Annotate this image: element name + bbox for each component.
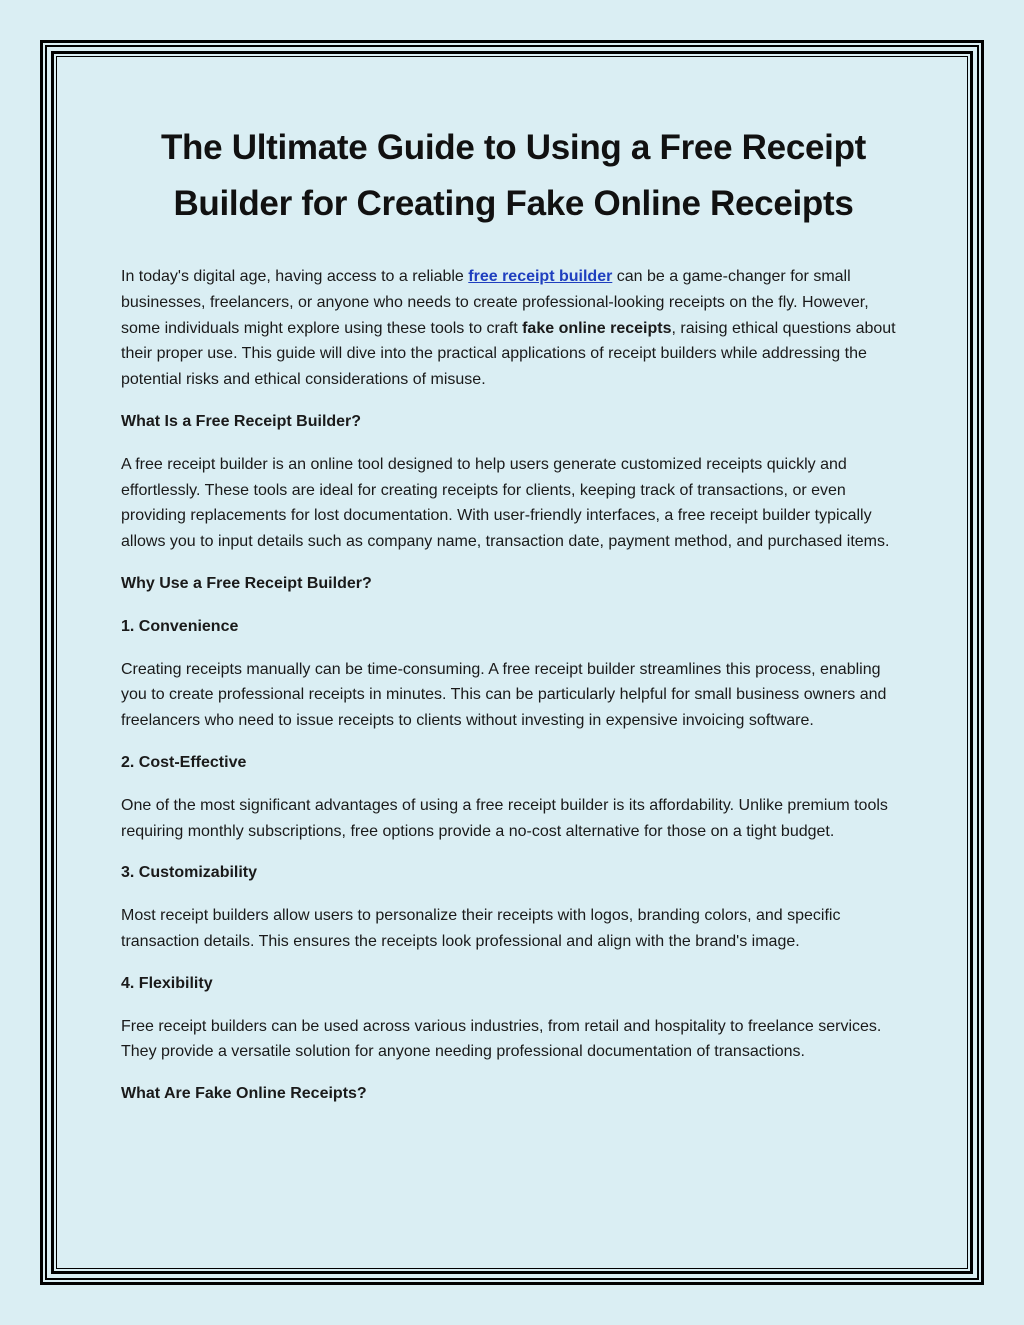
section-heading-fake-receipts: What Are Fake Online Receipts? — [121, 1085, 367, 1103]
intro-paragraph — [121, 264, 906, 393]
section-body-customizability: Most receipt builders allow users to personalize their receipts with logos, branding colors, and specific transaction details. This ensures the receipts look professional and align with the brand's image. — [121, 907, 841, 950]
free-receipt-builder-link[interactable]: free receipt builder — [468, 268, 613, 285]
section-heading-what-is: What Is a Free Receipt Builder? — [121, 412, 362, 430]
intro-text-middle: can be a game-changer for small businesses, freelancers, or anyone who needs to create professional-looking receipts on the fly. However, some individuals might explore using these tools to craft — [121, 268, 869, 337]
section-body-what-is: A free receipt builder is an online tool designed to help users generate customized receipts quickly and effortlessly. These tools are ideal for creating receipts for clients, keeping track of transactions, or even providing replacements for lost documentation. With user-friendly interfaces, a free receipt builder typically allows you to input details such as company name, transaction date, payment method, and purchased items. — [121, 455, 890, 551]
section-body-cost-effective: One of the most significant advantages of using a free receipt builder is its affordability. Unlike premium tools requiring monthly subscriptions, free options provide a no-cost alternative for those on a tight budget. — [121, 796, 888, 840]
intro-text-start: In today's digital age, having access to a reliable — [121, 268, 469, 285]
section-heading-why-use: Why Use a Free Receipt Builder? — [121, 574, 372, 592]
intro-text-end: , raising ethical questions about their proper use. This guide will dive into the practical applications of receipt builders while addressing the potential risks and ethical considerations of misuse. — [121, 319, 896, 389]
section-heading-cost-effective: 2. Cost-Effective — [121, 753, 247, 771]
section-body-convenience: Creating receipts manually can be time-consuming. A free receipt builder streamlines this process, enabling you to create professional receipts in minutes. This can be particularly helpful for small business owners and freelancers who need to issue receipts to clients without investing in expensive invoicing software. — [121, 660, 887, 730]
section-heading-convenience: 1. Convenience — [121, 617, 239, 635]
page-title: The Ultimate Guide to Using a Free Receipt Builder for Creating Fake Online Receipts — [160, 128, 867, 223]
intro-bold-text: fake online receipts — [522, 319, 672, 337]
section-body-flexibility: Free receipt builders can be used across various industries, from retail and hospitality to freelance services. They provide a versatile solution for anyone needing professional documentation of transactions. — [121, 1017, 882, 1061]
section-heading-flexibility: 4. Flexibility — [121, 974, 213, 992]
document-body — [121, 120, 906, 1124]
section-heading-customizability: 3. Customizability — [121, 864, 258, 882]
